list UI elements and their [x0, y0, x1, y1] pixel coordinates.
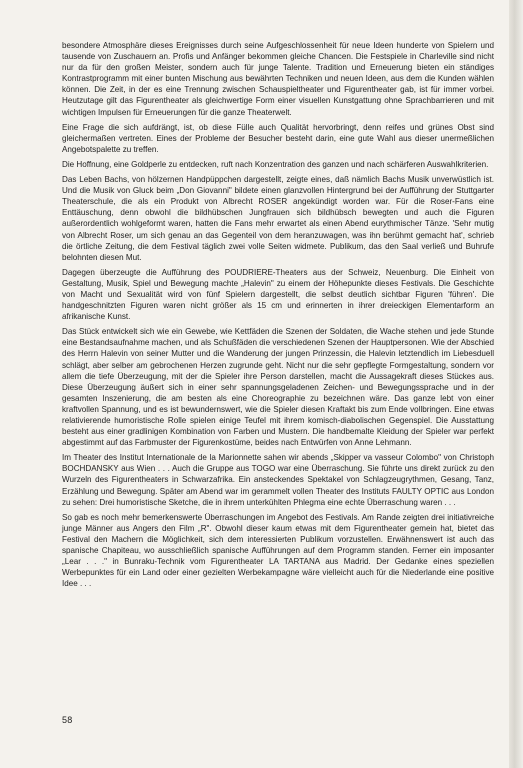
paragraph-5: Dagegen überzeugte die Aufführung des POUDRIERE-Theaters aus der Schweiz, Neuenburg. Die Einheit von Gestaltung, Musik, Spiel und Bewegung machte „Halevin" zu einem der Höhepunkte dieses Festivals. Die Geschichte von Macht und Sexualität wird von fünf Spielern dargestellt, die selbst deutlich sichtbar Figuren 'führen'. Die handgeschnitzten Figuren waren nicht größer als 15 cm und erinnerten in ihrer dreieckigen Elementarform an afrikanische Kunst.	[62, 267, 494, 322]
page-edge-shadow	[509, 0, 523, 768]
paragraph-7: Im Theater des Institut Internationale de la Marionnette sahen wir abends „Skipper va vasseur Colombo" von Christoph BOCHDANSKY aus Wien . . . Auch die Gruppe aus TOGO war eine Überraschung. Sie führte uns direkt zurück zu den Wurzeln des Figurentheaters in Schwarzafrika. Ein ansteckendes Spektakel von Schlagzeugrythmen, Gesang, Tanz, Erzählung und Bewegung. Später am Abend war im gerammelt vollen Theater des Instituts FAULTY OPTIC aus London zu sehen: Drei humoristische Sketche, die in ihrem unterkühlten Phlegma eine echte Überraschung waren . . .	[62, 453, 494, 507]
paragraph-1: besondere Atmosphäre dieses Ereignisses durch seine Aufgeschlossenheit für neue Ideen hunderte von Spielern und tausende von Zuschauern an. Profis und Anfänger bekommen gleiche Chancen. Die Festspiele in Charleville sind nicht nur da für den großen Meister, sondern auch für junge Talente. Tradition und Erneuerung bieten ein ständiges Kontrastprogramm mit einer bunten Mischung aus bewährten Techniken und neuen Ideen, aus dem die Kunden wählen können. Die Zeit, in der es eine Trennung zwischen Schauspieltheater und Figurentheater gab, ist für immer vorbei. Heutzutage gilt das Figurentheater als gleichwertige Form einer visuellen Kunstgattung ohne Sprachbarrieren und mit wichtigen Impulsen für Erneuerungen für die ganze Theaterwelt.	[62, 41, 494, 117]
paragraph-2: Eine Frage die sich aufdrängt, ist, ob diese Fülle auch Qualität hervorbringt, denn reifes und grünes Obst sind gleichermaßen vertreten. Eines der Probleme der Besucher besteht darin, eine gute Wahl aus dieser unermeßlichen Angebotspalette zu treffen.	[62, 122, 494, 154]
paragraph-3: Die Hoffnung, eine Goldperle zu entdecken, ruft nach Konzentration des ganzen und nach schärferen Auswahlkriterien.	[62, 159, 489, 169]
paragraph-6: Das Stück entwickelt sich wie ein Gewebe, wie Kettfäden die Szenen der Soldaten, die Wache stehen und jede Stunde eine Bestandsaufnahme machen, und als Schußfäden die verschiedenen Szenen der Hauptpersonen. Wie der Abschied des Herrn Halevin von seiner Mutter und die Wanderung der jungen Prinzessin, die Halevin letztendlich im Liebesduell schlägt, aber selber am gebrochenen Herzen zugrunde geht. Nicht nur die sehr gepflegte Formgestaltung, sondern vor allem die tiefe Überzeugung, mit der die Spieler ihre Person darstellen, macht die Aussagekraft dieses Stückes aus. Diese Überzeugung äußert sich in einer sehr spannungsgeladenen Zeichen- und Bewegungssprache und in der gesamten Inszenierung, die am besten als eine Choreographie zu bezeichnen wäre. Das ganze lebt von einer kraftvollen Spannung, und es ist bewundernswert, wie die Spieler diesen Kraftakt bis zum Ende vollbringen. Eine etwas relativierende humoristische Rolle spielen einige Teufel mit ihrem komisch-diabolischen Gegenspiel. Die Ausstattung besteht aus einer gradlinigen Kombination von Farben und Mustern. Die handbemalte Kleidung der Spieler war perfekt abgestimmt auf das Farbmuster der Figurenkostüme, beides nach Entwürfen von Anne Lehmann.	[62, 327, 494, 448]
paragraph-4: Das Leben Bachs, von hölzernen Handpüppchen dargestellt, zeigte eines, daß nämlich Bachs Musik unverwüstlich ist. Und die Musik von Gluck beim „Don Giovanni" bildete einen glanzvollen Hintergrund bei der Aufführung der Stuttgarter Theaterschule, die als ein Produkt von Albrecht ROSER angekündigt worden war. Für die Roser-Fans eine Enttäuschung, denn obwohl die bildhübschen Jungfrauen sich bildhübsch bewegten und auch die Figuren außerordentlich wohlgeformt waren, hatten die Fans mehr erwartet als einen Abend eurythmischer Tänze. 'Sehr mutig von Albrecht Roser, um sich genau an das Gegenteil von dem heranzuwagen, was ihn berühmt gemacht hat', schrieb die örtliche Zeitung, die dem Festival täglich zwei volle Seiten widmete. Publikum, das den Saal verließ und Buhrufe belohnten diesen Mut.	[62, 175, 494, 262]
paragraph-8: So gab es noch mehr bemerkenswerte Überraschungen im Angebot des Festivals. Am Rande zeigten drei initiativreiche junge Männer aus Angers den Film „R". Obwohl dieser kaum etwas mit dem Figurentheater gemein hat, bietet das Festival den Machern die Möglichkeit, sich dem interessierten Publikum vorzustellen. Erwähnenswert ist auch das spanische Chapiteau, wo ausschließlich spanische Aufführungen auf dem Programm standen. Ferner ein imposanter „Lear . . ." in Bunraku-Technik vom Figurentheater LA TARTANA aus Madrid. Der Gedanke eines speziellen Werbepunktes für ein Land oder einer gezielten Werbekampagne wäre vielleicht auch für die Niederlande eine positive Idee . . .	[62, 512, 494, 589]
text-column	[62, 40, 494, 593]
page-number: 58	[62, 715, 73, 725]
